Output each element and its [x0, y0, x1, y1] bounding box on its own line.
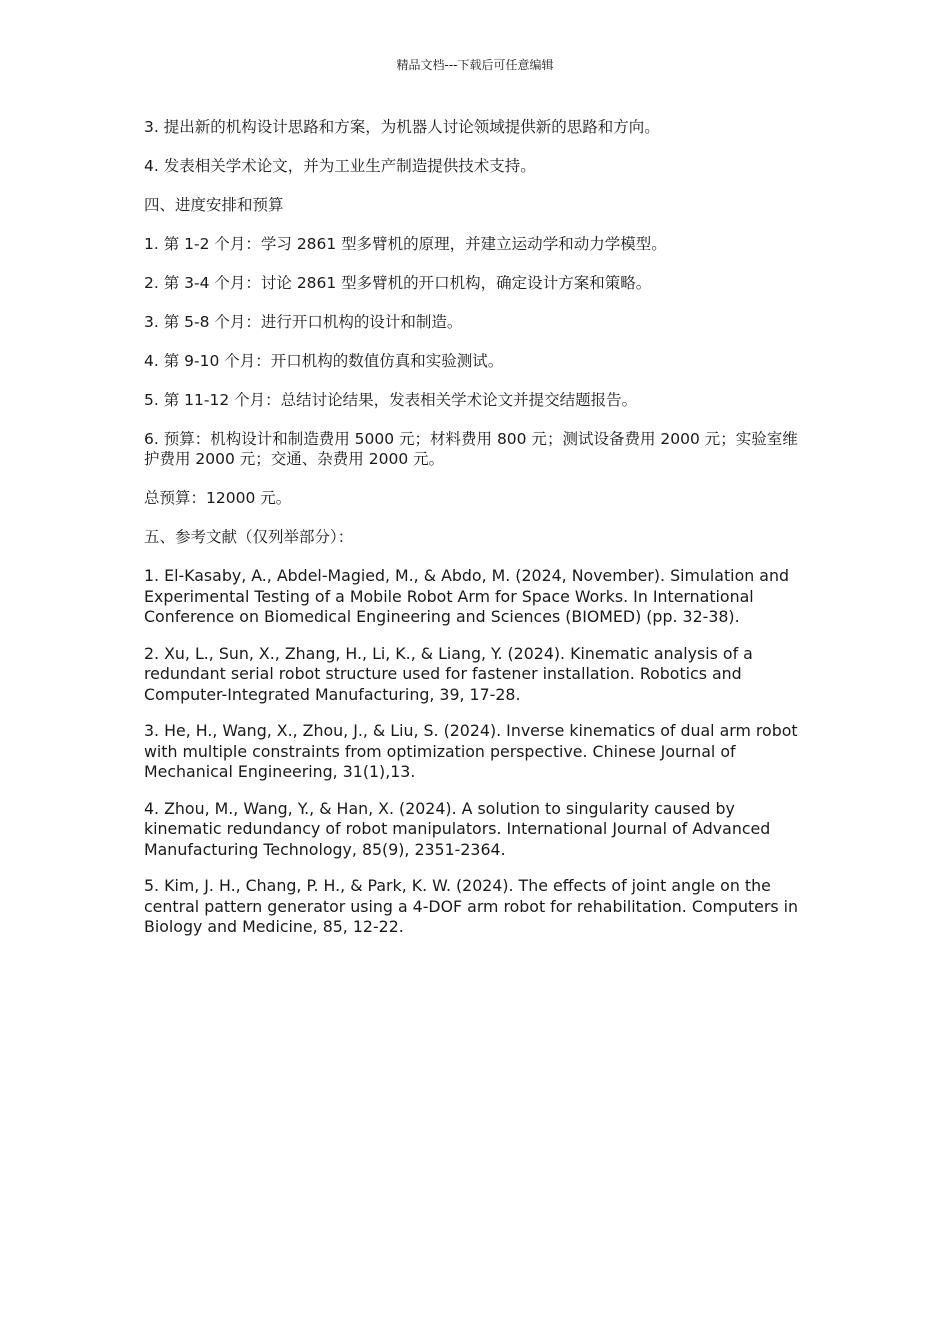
goal-item: 4. 发表相关学术论文，并为工业生产制造提供技术支持。 — [144, 157, 536, 175]
total-budget: 总预算：12000 元。 — [144, 489, 292, 507]
document-body — [144, 117, 808, 954]
reference-item: 2. Xu, L., Sun, X., Zhang, H., Li, K., & Liang, Y. (2024). Kinematic analysis of a redundant serial robot structure used for fastener installation. Robotics and Computer-Integrated Manufacturing, 39, 17-28. — [144, 643, 753, 704]
goal-item: 3. 提出新的机构设计思路和方案，为机器人讨论领域提供新的思路和方向。 — [144, 118, 660, 136]
reference-item: 1. El-Kasaby, A., Abdel-Magied, M., & Abdo, M. (2024, November). Simulation and Experimental Testing of a Mobile Robot Arm for Space Works. In International Conference on Biomedical Engineering and Sciences (BIOMED) (pp. 32-38). — [144, 566, 789, 626]
schedule-item: 2. 第 3-4 个月：讨论 2861 型多臂机的开口机构，确定设计方案和策略。 — [144, 274, 652, 292]
schedule-item: 5. 第 11-12 个月：总结讨论结果，发表相关学术论文并提交结题报告。 — [144, 391, 638, 409]
schedule-item: 4. 第 9-10 个月：开口机构的数值仿真和实验测试。 — [144, 352, 504, 370]
schedule-heading: 四、进度安排和预算 — [144, 196, 284, 214]
references-heading: 五、参考文献（仅列举部分）： — [144, 528, 354, 546]
page-header: 精品文档---下载后可任意编辑 — [396, 58, 554, 72]
budget-item: 6. 预算：机构设计和制造费用 5000 元；材料费用 800 元；测试设备费用 2000 元；实验室维护费用 2000 元；交通、杂费用 2000 元。 — [144, 430, 798, 468]
reference-item: 5. Kim, J. H., Chang, P. H., & Park, K. W. (2024). The effects of joint angle on the central pattern generator using a 4-DOF arm robot for rehabilitation. Computers in Biology and Medicine, 85, 12-22. — [144, 876, 799, 936]
reference-item: 3. He, H., Wang, X., Zhou, J., & Liu, S. (2024). Inverse kinematics of dual arm robot with multiple constraints from optimization perspective. Chinese Journal of Mechanical Engineering, 31(1),13. — [144, 721, 798, 781]
schedule-item: 3. 第 5-8 个月：进行开口机构的设计和制造。 — [144, 313, 463, 331]
reference-item: 4. Zhou, M., Wang, Y., & Han, X. (2024). A solution to singularity caused by kinematic redundancy of robot manipulators. International Journal of Advanced Manufacturing Technology, 85(9), 2351-2364. — [144, 798, 771, 859]
schedule-item: 1. 第 1-2 个月：学习 2861 型多臂机的原理，并建立运动学和动力学模型。 — [144, 235, 667, 253]
